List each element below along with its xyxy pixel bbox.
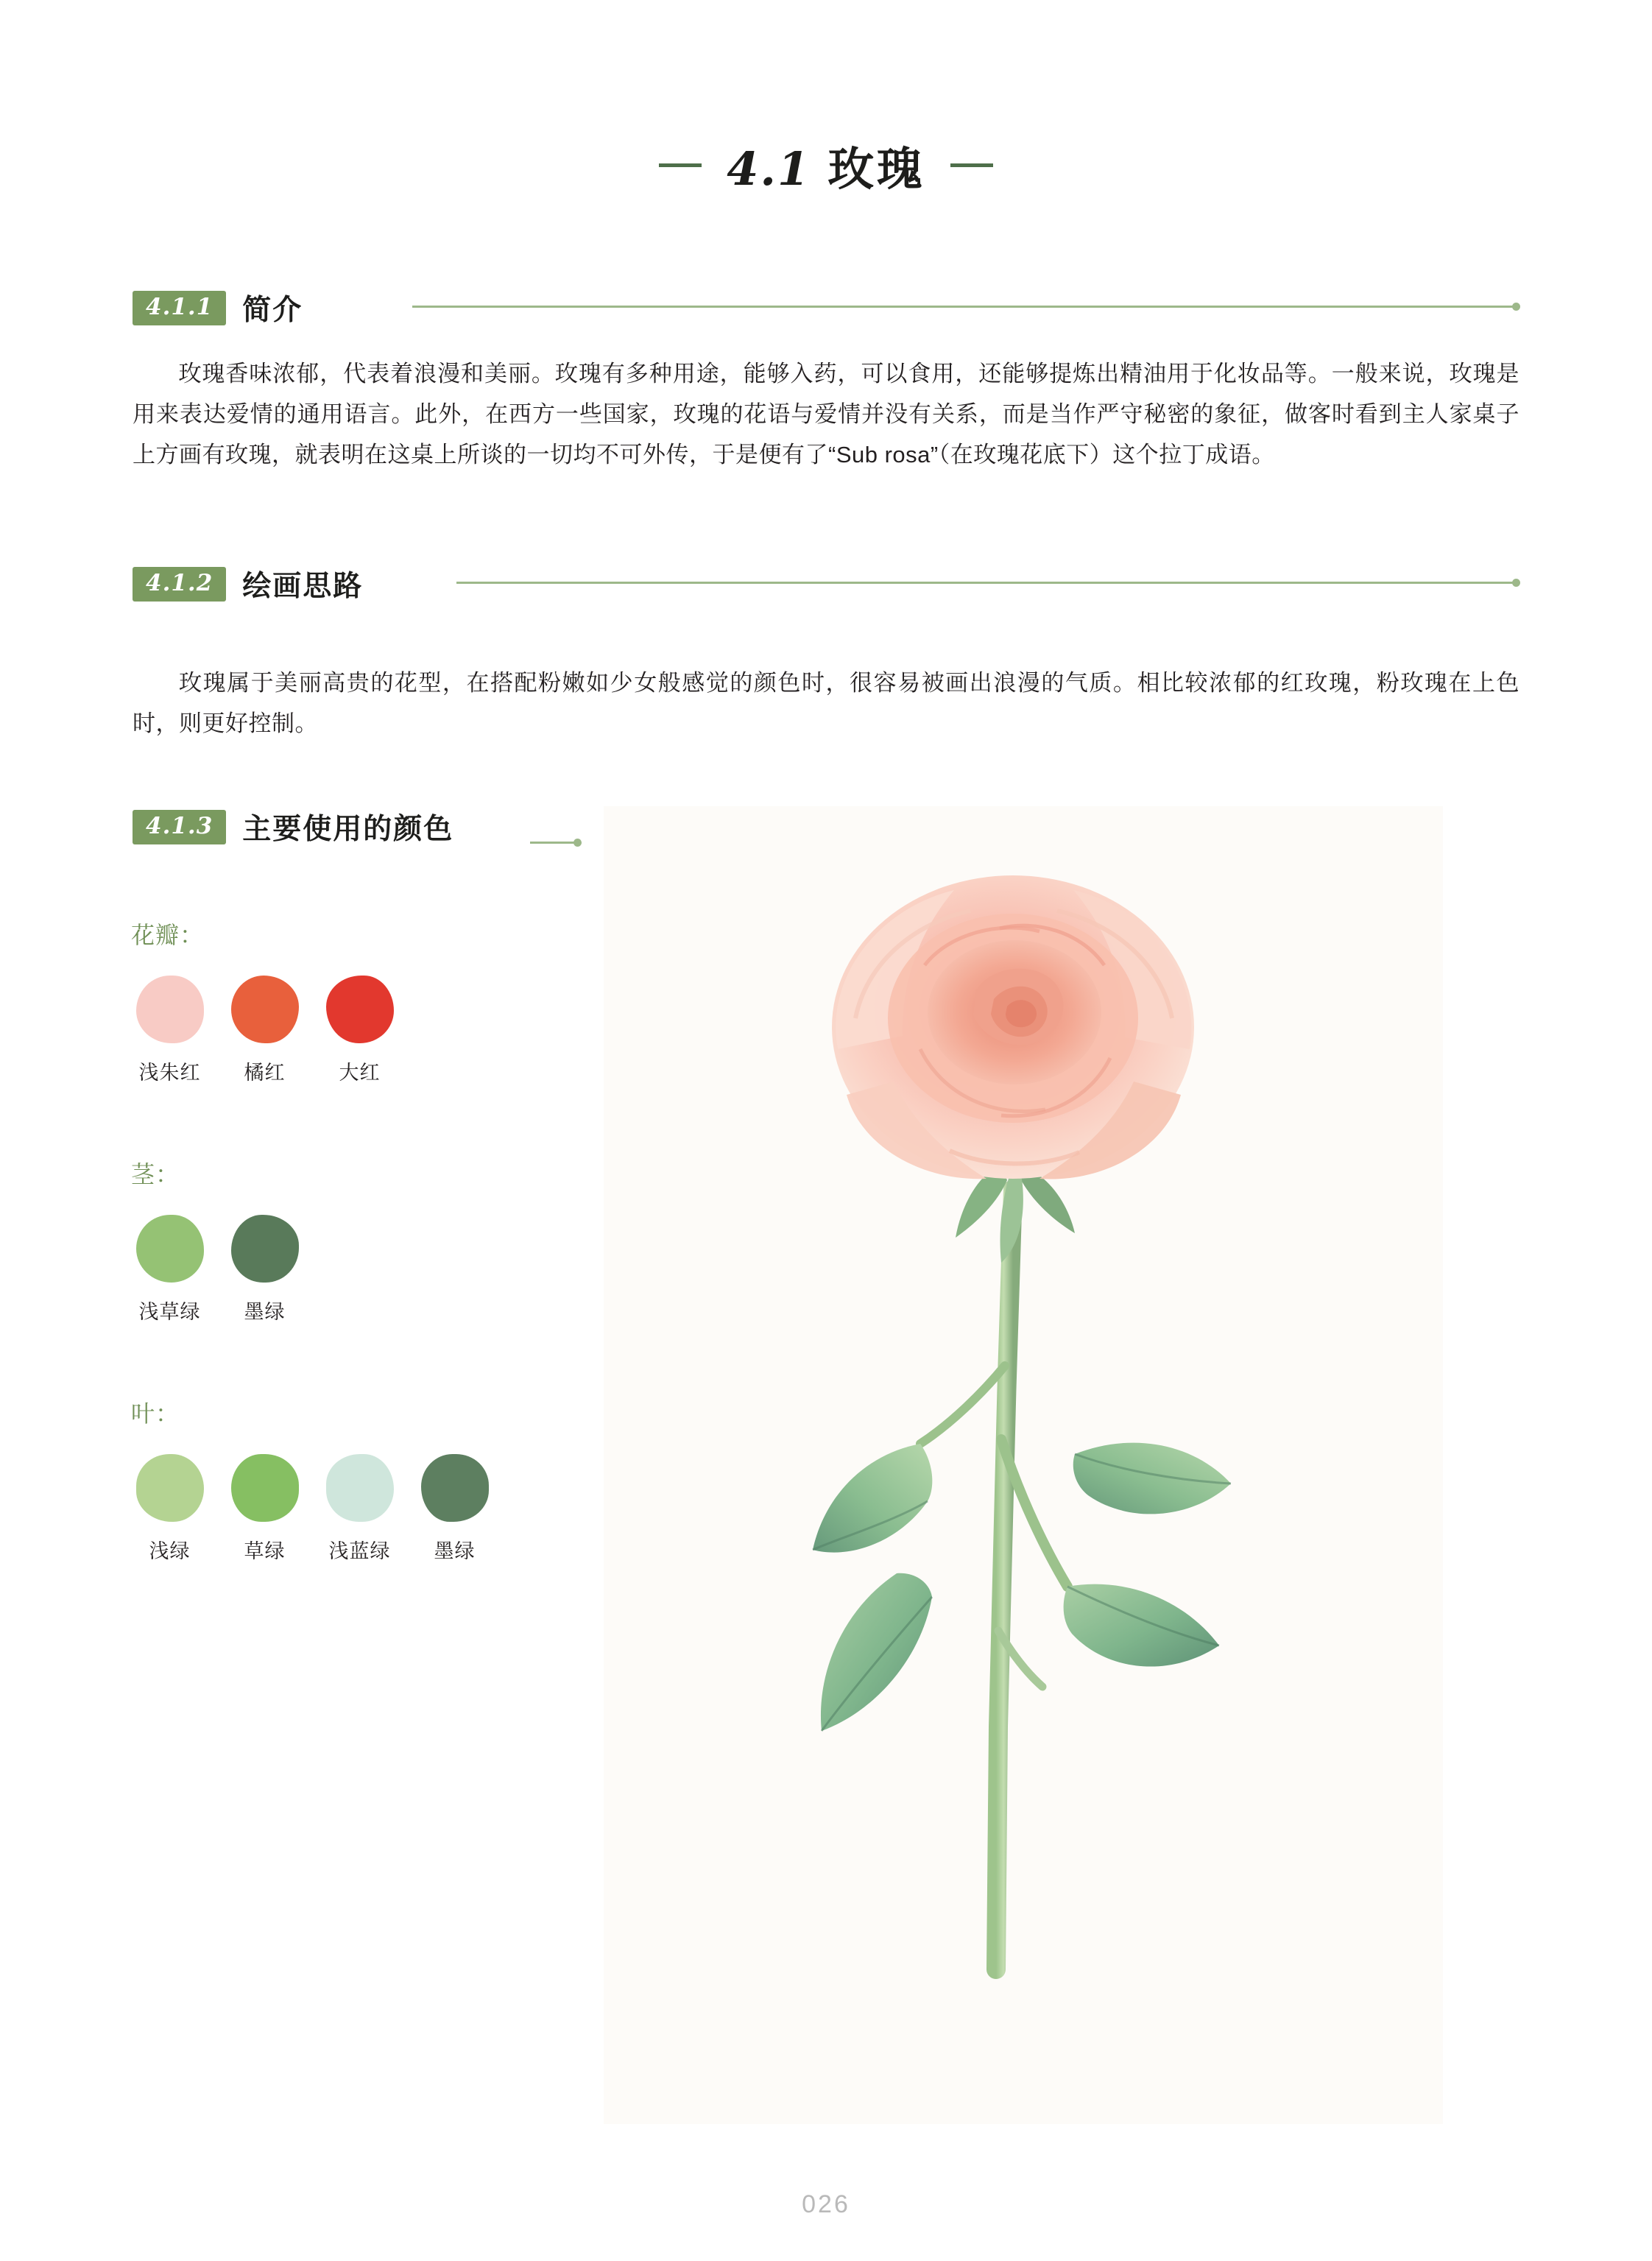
- swatch-leaf-0: [131, 1454, 208, 1564]
- section-rule-413: [530, 842, 578, 844]
- section-rule-412: [456, 582, 1517, 584]
- swatch-color-chip: [421, 1454, 489, 1522]
- title-dash-left: [659, 163, 702, 167]
- section-body-412-text: 玫瑰属于美丽高贵的花型，在搭配粉嫩如少女般感觉的颜色时，很容易被画出浪漫的气质。相比较浓郁的红玫瑰，粉玫瑰在上色时，则更好控制。: [133, 670, 1519, 737]
- section-number-411: 4.1.1: [133, 291, 226, 325]
- page-number: 026: [802, 2190, 850, 2218]
- palette-row-stem: [131, 1215, 303, 1324]
- section-header-411: [133, 287, 303, 328]
- swatch-leaf-3: [416, 1454, 493, 1564]
- rose-illustration: [604, 806, 1443, 2124]
- swatch-stem-1: [226, 1215, 303, 1324]
- swatch-stem-0: [131, 1215, 208, 1324]
- section-body-411-text: 玫瑰香味浓郁，代表着浪漫和美丽。玫瑰有多种用途，能够入药，可以食用，还能够提炼出精油用于化妆品等。一般来说，玫瑰是用来表达爱情的通用语言。此外，在西方一些国家，玫瑰的花语与爱情并没有关系，而是当作严守秘密的象征，做客时看到主人家桌子上方画有玫瑰，就表明在这桌上所谈的一切均不可外传，于是便有了“Sub rosa”（在玫瑰花底下）这个拉丁成语。: [133, 361, 1519, 468]
- swatch-petal-1: [226, 976, 303, 1085]
- section-title-411: 简介: [242, 294, 303, 326]
- swatch-leaf-2: [321, 1454, 398, 1564]
- swatch-color-chip: [136, 976, 204, 1043]
- chapter-title-text: [727, 133, 925, 198]
- chapter-name: 玫瑰: [827, 144, 925, 195]
- swatch-leaf-1: [226, 1454, 303, 1564]
- swatch-label: 大红: [339, 1062, 381, 1084]
- swatch-color-chip: [136, 1454, 204, 1522]
- swatch-color-chip: [326, 1454, 394, 1522]
- swatch-label: 草绿: [244, 1540, 286, 1562]
- section-rule-411: [412, 306, 1517, 308]
- page-title: [0, 133, 1652, 198]
- rose-bloom: [832, 875, 1194, 1179]
- swatch-color-chip: [136, 1215, 204, 1283]
- section-header-413: [133, 806, 453, 847]
- swatch-color-chip: [231, 1454, 299, 1522]
- palette-group-label-leaf: 叶：: [131, 1400, 180, 1427]
- section-body-411: [133, 353, 1519, 476]
- swatch-color-chip: [231, 976, 299, 1043]
- palette-group-label-petal: 花瓣：: [131, 922, 205, 948]
- swatch-label: 浅朱红: [138, 1062, 201, 1084]
- section-body-412: [133, 663, 1519, 744]
- section-number-412: 4.1.2: [133, 567, 226, 602]
- swatch-color-chip: [231, 1215, 299, 1283]
- swatch-label: 浅蓝绿: [328, 1540, 391, 1562]
- section-title-413: 主要使用的颜色: [242, 814, 454, 845]
- title-dash-right: [950, 163, 993, 167]
- section-header-412: [133, 563, 363, 604]
- swatch-petal-0: [131, 976, 208, 1085]
- swatch-label: 墨绿: [434, 1540, 476, 1562]
- swatch-label: 浅草绿: [138, 1301, 201, 1323]
- swatch-label: 墨绿: [244, 1301, 286, 1323]
- swatch-label: 浅绿: [149, 1540, 191, 1562]
- swatch-label: 橘红: [244, 1062, 286, 1084]
- section-number-413: 4.1.3: [133, 810, 226, 844]
- palette-row-petal: [131, 976, 398, 1085]
- palette-group-label-stem: 茎：: [131, 1161, 180, 1188]
- rose-illustration-svg: [604, 806, 1443, 2124]
- chapter-number: 4.1: [727, 142, 811, 196]
- palette-row-leaf: [131, 1454, 493, 1564]
- swatch-color-chip: [326, 976, 394, 1043]
- section-title-412: 绘画思路: [242, 571, 364, 602]
- swatch-petal-2: [321, 976, 398, 1085]
